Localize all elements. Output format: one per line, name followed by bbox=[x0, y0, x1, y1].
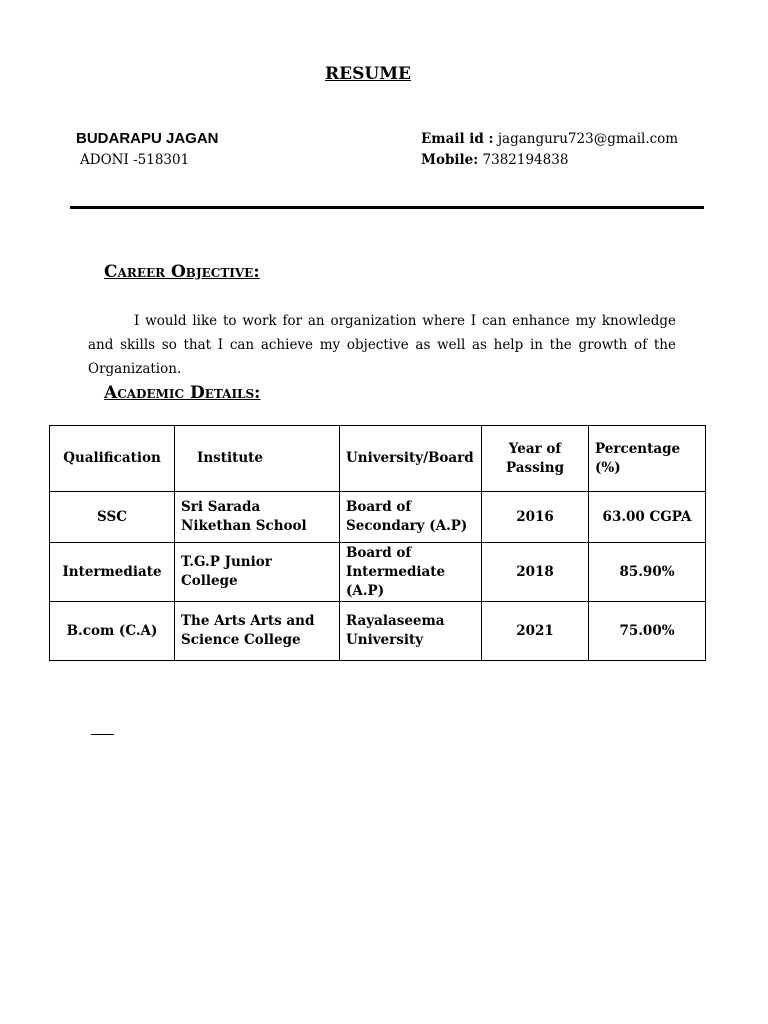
academic-details-heading: Academic Details: bbox=[104, 383, 261, 403]
cell-institute: T.G.P Junior College bbox=[175, 543, 340, 602]
header-percentage: Percentage(%) bbox=[589, 426, 706, 492]
career-objective-heading: Career Objective: bbox=[104, 262, 260, 282]
career-objective-text: I would like to work for an organization where I can enhance my knowledge and skills so that I can achieve my objective as well as help in the growth of the Organization. bbox=[88, 313, 676, 377]
short-rule bbox=[91, 734, 114, 735]
header-university: University/Board bbox=[340, 426, 482, 492]
email-label: Email id : bbox=[421, 131, 494, 147]
table-row bbox=[50, 492, 706, 543]
header-institute: Institute bbox=[175, 426, 340, 492]
header-year: Year of Passing bbox=[482, 426, 589, 492]
cell-qualification: SSC bbox=[50, 492, 175, 543]
mobile-line bbox=[421, 152, 568, 168]
mobile-value: 7382194838 bbox=[482, 152, 569, 168]
cell-percentage: 63.00 CGPA bbox=[589, 492, 706, 543]
academic-table bbox=[49, 425, 706, 661]
candidate-address: ADONI -518301 bbox=[80, 152, 190, 168]
cell-year: 2018 bbox=[482, 543, 589, 602]
candidate-name: BUDARAPU JAGAN bbox=[76, 130, 219, 147]
table-header-row bbox=[50, 426, 706, 492]
cell-university: Board of Intermediate (A.P) bbox=[340, 543, 482, 602]
cell-university: Board of Secondary (A.P) bbox=[340, 492, 482, 543]
cell-year: 2021 bbox=[482, 602, 589, 661]
header-divider bbox=[70, 206, 704, 209]
table-row bbox=[50, 543, 706, 602]
cell-qualification: B.com (C.A) bbox=[50, 602, 175, 661]
cell-qualification: Intermediate bbox=[50, 543, 175, 602]
cell-year: 2016 bbox=[482, 492, 589, 543]
resume-title: RESUME bbox=[325, 64, 411, 84]
cell-percentage: 85.90% bbox=[589, 543, 706, 602]
cell-university: Rayalaseema University bbox=[340, 602, 482, 661]
table-row bbox=[50, 602, 706, 661]
cell-institute: The Arts Arts and Science College bbox=[175, 602, 340, 661]
header-qualification: Qualification bbox=[50, 426, 175, 492]
cell-institute: Sri Sarada Nikethan School bbox=[175, 492, 340, 543]
email-line bbox=[421, 131, 678, 147]
mobile-label: Mobile: bbox=[421, 152, 479, 168]
email-value: jaganguru723@gmail.com bbox=[497, 131, 679, 147]
cell-percentage: 75.00% bbox=[589, 602, 706, 661]
